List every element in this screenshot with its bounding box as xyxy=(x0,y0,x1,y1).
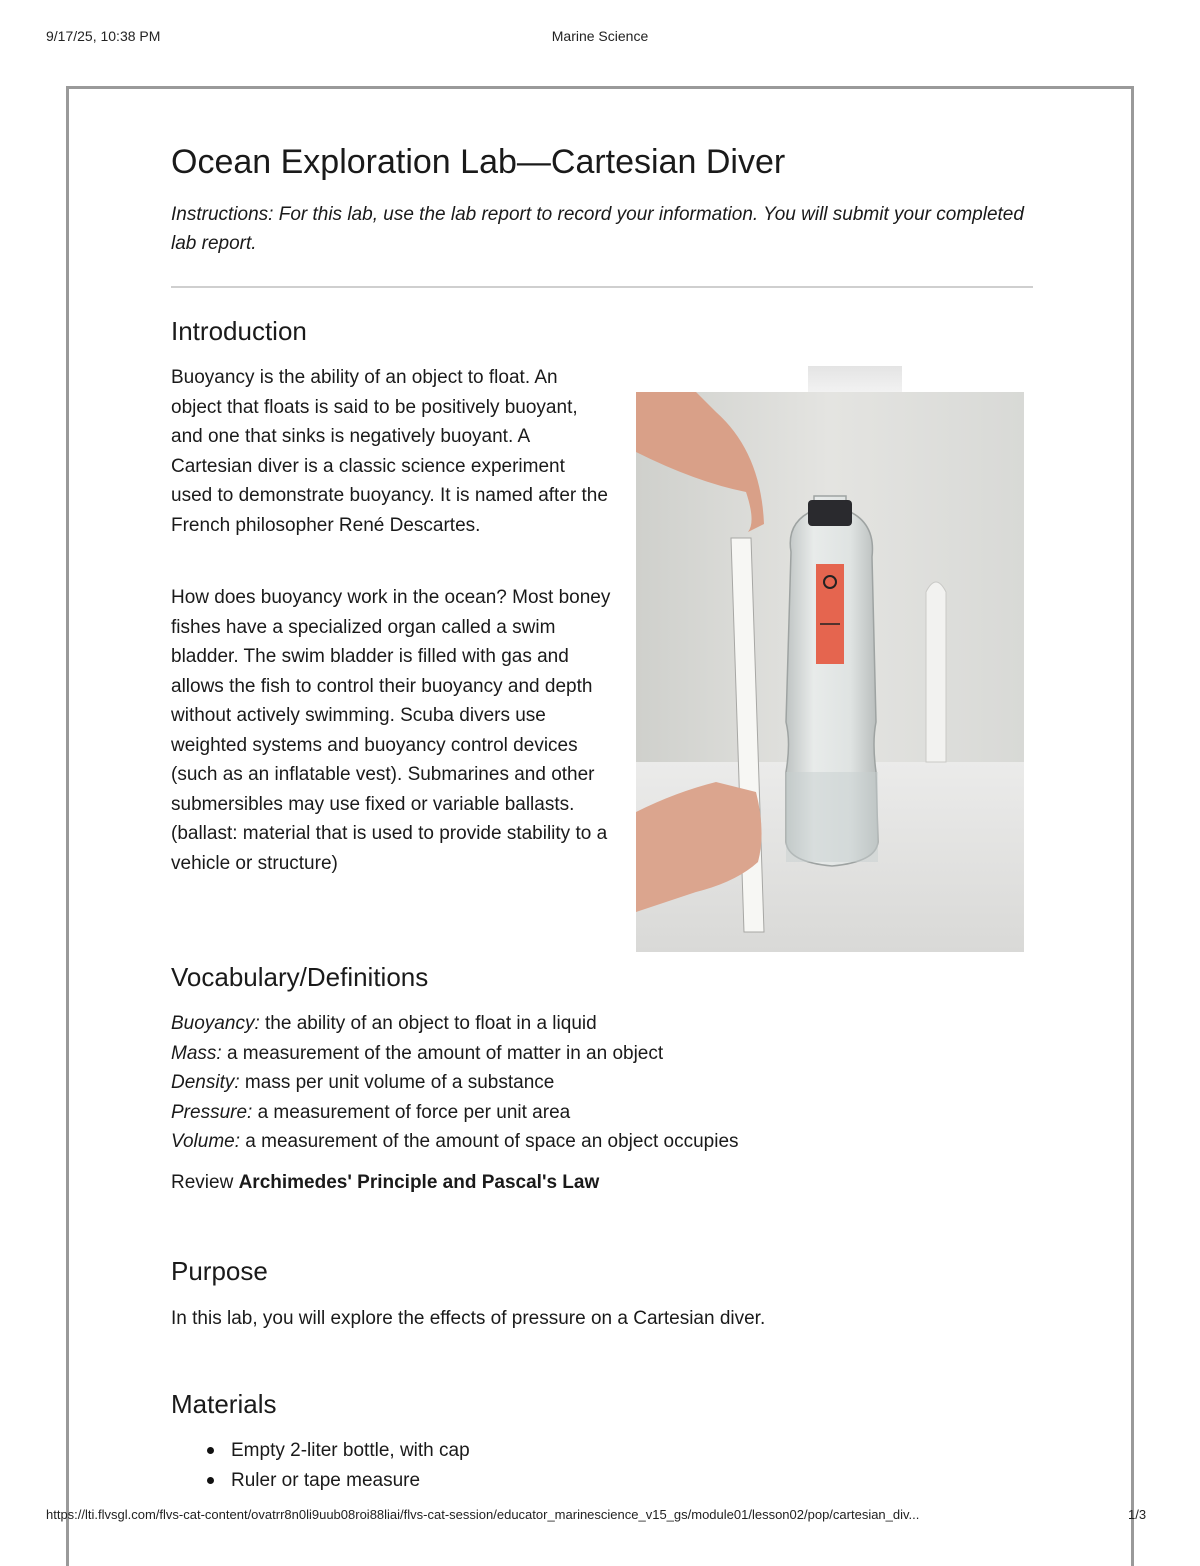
list-item: Ruler or tape measure xyxy=(231,1466,470,1496)
vocab-definition: a measurement of the amount of matter in an object xyxy=(221,1042,664,1064)
cartesian-diver-photo xyxy=(636,364,1024,952)
vocab-definition: mass per unit volume of a substance xyxy=(239,1072,555,1093)
vocab-item-mass xyxy=(171,1039,739,1069)
introduction-paragraph-1: Buoyancy is the ability of an object to float. An object that floats is said to be positively buoyant, and one that sinks is negatively buoyant. A Cartesian diver is a classic science experiment used to demonstrate buoyancy. It is named after the French philosopher René Descartes. xyxy=(171,367,608,536)
review-link[interactable]: Archimedes' Principle and Pascal's Law xyxy=(238,1172,600,1193)
instructions-text: Instructions: For this lab, use the lab report to record your information. You will submit your completed lab report. xyxy=(171,204,1024,254)
vocab-term: Density: xyxy=(171,1072,240,1093)
introduction-paragraph-2: How does buoyancy work in the ocean? Most boney fishes have a specialized organ called a swim bladder. The swim bladder is filled with gas and allows the fish to control their buoyancy and depth without actively swimming. Scuba divers use weighted systems and buoyancy control devices (such as an inflatable vest). Submarines and other submersibles may use fixed or variable ballasts. (ballast: material that is used to provide stability to a vehicle or structure) xyxy=(171,587,611,874)
vocab-definition: the ability of an object to float in a liquid xyxy=(259,1013,597,1034)
review-prefix: Review xyxy=(171,1172,239,1193)
vocabulary-heading: Vocabulary/Definitions xyxy=(171,962,429,992)
purpose-text: In this lab, you will explore the effects of pressure on a Cartesian diver. xyxy=(171,1308,766,1329)
bottle-photo-illustration xyxy=(636,392,1024,952)
vocab-item-buoyancy xyxy=(171,1009,739,1039)
materials-heading: Materials xyxy=(171,1389,277,1419)
print-datetime: 9/17/25, 10:38 PM xyxy=(46,28,161,44)
vocab-term: Buoyancy: xyxy=(171,1013,260,1034)
vocab-item-volume xyxy=(171,1127,739,1157)
page-title: Ocean Exploration Lab—Cartesian Diver xyxy=(171,143,786,181)
list-item: Empty 2-liter bottle, with cap xyxy=(231,1436,470,1466)
vocab-definition: a measurement of force per unit area xyxy=(252,1101,571,1123)
print-footer xyxy=(0,1507,1200,1527)
vocab-definition: a measurement of the amount of space an object occupies xyxy=(240,1131,739,1152)
vocab-term: Volume: xyxy=(171,1131,240,1152)
page-number: 1/3 xyxy=(1128,1507,1147,1522)
vocab-item-pressure xyxy=(171,1098,739,1128)
materials-list xyxy=(171,1436,470,1495)
vocab-term: Pressure: xyxy=(171,1101,253,1123)
review-line xyxy=(171,1172,599,1194)
section-divider xyxy=(171,286,1033,288)
introduction-heading: Introduction xyxy=(171,316,307,346)
print-header xyxy=(0,28,1200,48)
vocab-term: Mass: xyxy=(171,1042,222,1064)
print-url[interactable]: https://lti.flvsgl.com/flvs-cat-content/ovatrr8n0li9uub08roi88liai/flvs-cat-session/educator_marinescience_v15_gs/module01/lesson02/pop/cartesian_div... xyxy=(46,1507,920,1522)
vocabulary-list xyxy=(171,1009,739,1157)
vocab-item-density xyxy=(171,1068,739,1098)
print-page-title: Marine Science xyxy=(551,28,649,44)
purpose-heading: Purpose xyxy=(171,1256,268,1286)
